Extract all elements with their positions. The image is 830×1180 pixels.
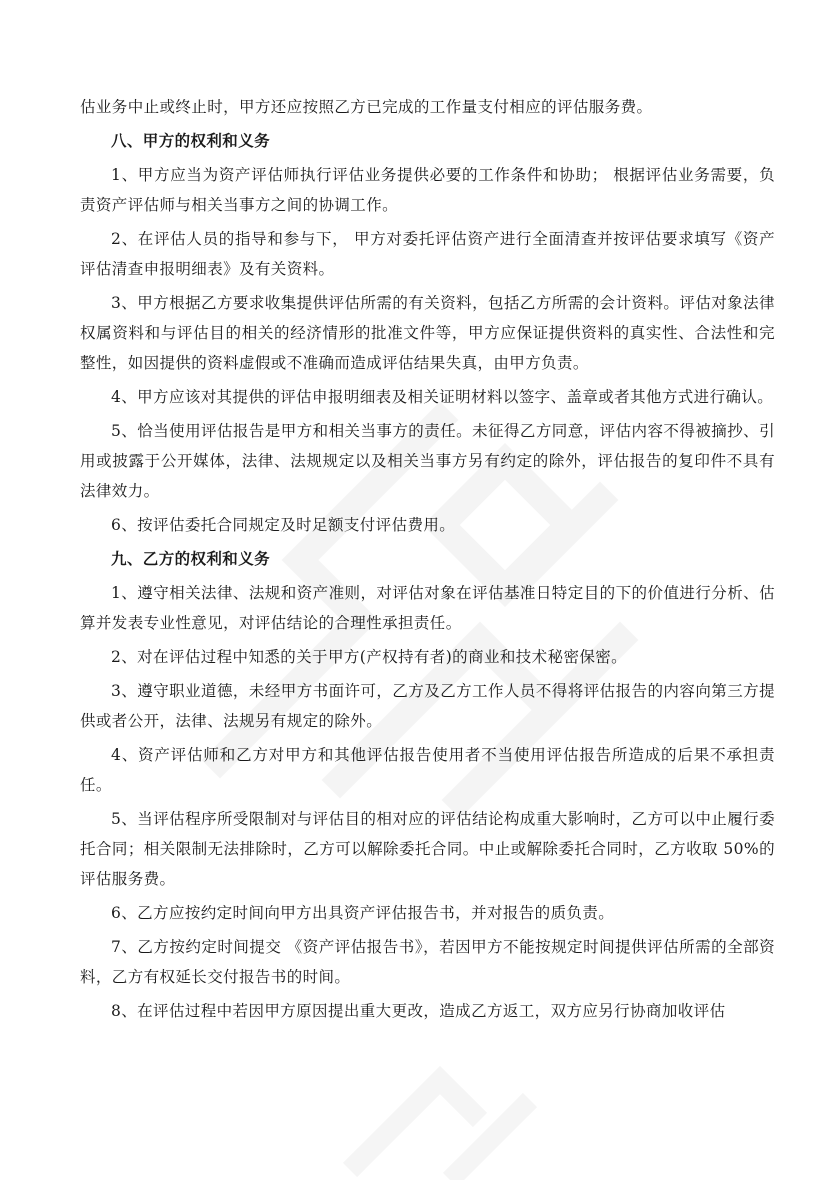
clause-9-1: 1、遵守相关法律、法规和资产准则，对评估对象在评估基准日特定目的下的价值进行分析、估算并发表专业性意见，对评估结论的合理性承担责任。 (80, 584, 775, 632)
clause-8-5: 5、恰当使用评估报告是甲方和相关当事方的责任。未征得乙方同意，评估内容不得被摘抄、引用或披露于公开媒体，法律、法规规定以及相关当事方另有约定的除外，评估报告的复印件不具有法律效力。 (80, 422, 775, 500)
clause-9-6: 6、乙方应按约定时间向甲方出具资产评估报告书，并对报告的质负责。 (111, 904, 615, 922)
clause-9-3: 3、遵守职业道德，未经甲方书面许可，乙方及乙方工作人员不得将评估报告的内容向第三方提供或者公开，法律、法规另有规定的除外。 (80, 682, 775, 730)
clause-9-4: 4、资产评估师和乙方对甲方和其他评估报告使用者不当使用评估报告所造成的后果不承担责任。 (80, 746, 775, 794)
clause-9-5: 5、当评估程序所受限制对与评估目的相对应的评估结论构成重大影响时，乙方可以中止履行委托合同；相关限制无法排除时，乙方可以解除委托合同。中止或解除委托合同时，乙方收取 50%的评估服务费。 (80, 810, 775, 888)
document-body (80, 92, 775, 1030)
paragraph-continuation: 估业务中止或终止时，甲方还应按照乙方已完成的工作量支付相应的评估服务费。 (80, 98, 653, 116)
section-heading-9: 九、乙方的权利和义务 (111, 549, 271, 568)
watermark-fragment-icon (330, 1040, 550, 1180)
clause-9-7: 7、乙方按约定时间提交 《资产评估报告书》，若因甲方不能按规定时间提供评估所需的全部资料，乙方有权延长交付报告书的时间。 (80, 938, 775, 986)
clause-8-2: 2、在评估人员的指导和参与下， 甲方对委托评估资产进行全面清查并按评估要求填写《资产评估清查申报明细表》及有关资料。 (80, 230, 775, 278)
clause-8-6: 6、按评估委托合同规定及时足额支付评估费用。 (111, 516, 456, 534)
section-heading-8: 八、甲方的权利和义务 (111, 131, 271, 150)
clause-9-2: 2、对在评估过程中知悉的关于甲方(产权持有者)的商业和技术秘密保密。 (111, 648, 628, 666)
clause-8-3: 3、甲方根据乙方要求收集提供评估所需的有关资料，包括乙方所需的会计资料。评估对象法律权属资料和与评估目的相关的经济情形的批准文件等，甲方应保证提供资料的真实性、合法性和完整性，如因提供的资料虚假或不准确而造成评估结果失真，由甲方负责。 (80, 294, 775, 372)
clause-8-4: 4、甲方应该对其提供的评估申报明细表及相关证明材料以签字、盖章或者其他方式进行确认。 (111, 388, 774, 406)
clause-8-1: 1、甲方应当为资产评估师执行评估业务提供必要的工作条件和协助； 根据评估业务需要，负责资产评估师与相关当事方之间的协调工作。 (80, 166, 775, 214)
clause-9-8: 8、在评估过程中若因甲方原因提出重大更改，造成乙方返工，双方应另行协商加收评估 (111, 1002, 726, 1020)
